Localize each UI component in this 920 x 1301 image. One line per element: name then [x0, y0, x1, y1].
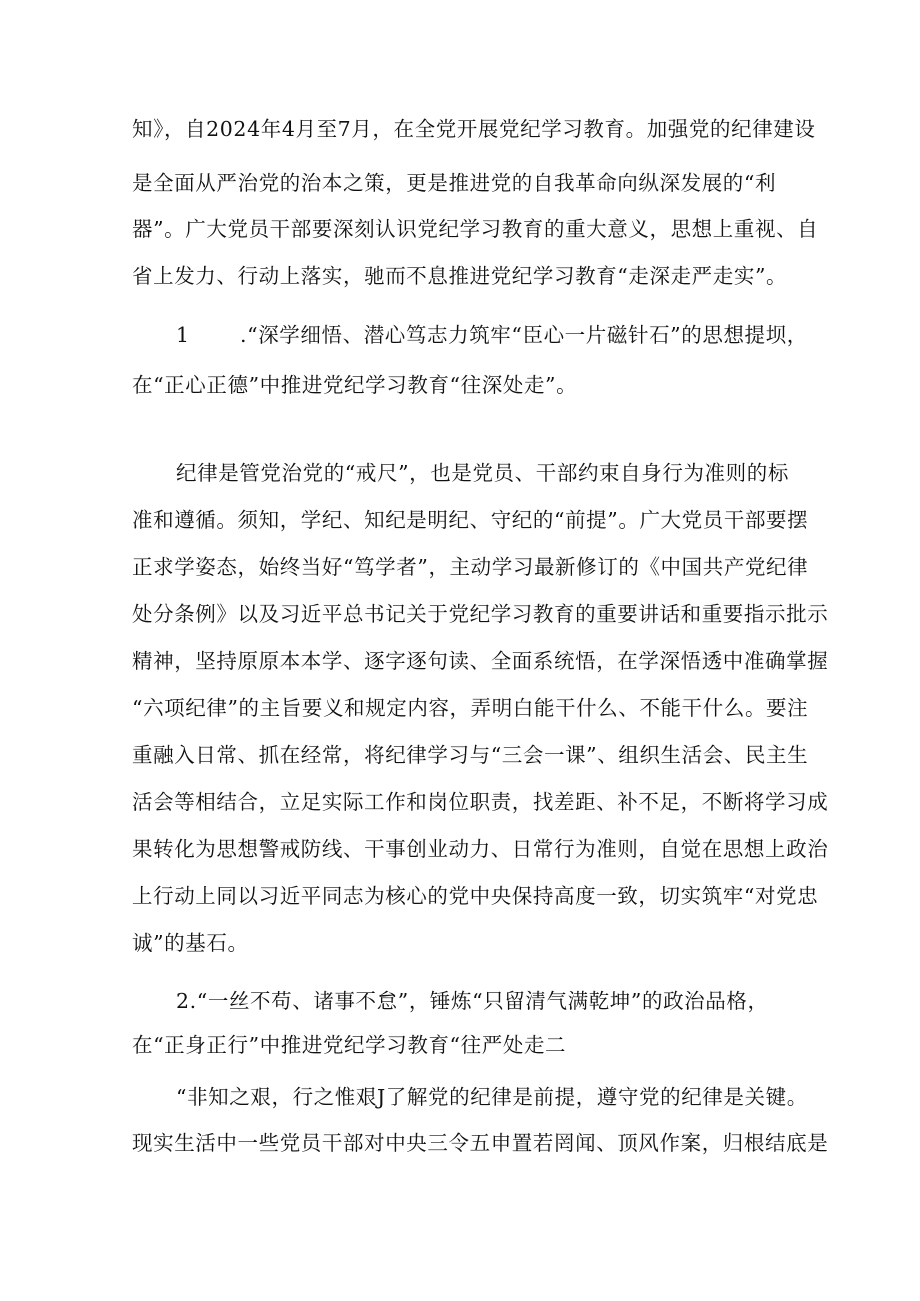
- heading-line: .“深学细悟、潜心笃志力筑牢“臣心一片磁针石”的思想提坝，: [240, 323, 808, 347]
- body-line: 果转化为思想警戒防线、干事创业动力、日常行为准则，自觉在思想上政治: [132, 837, 829, 861]
- body-line: 是全面从严治党的治本之策，更是推进党的自我革命向纵深发展的“利: [132, 171, 777, 195]
- body-line: 知》，自2024年4月至7月，在全党开展党纪学习教育。加强党的纪律建设: [132, 117, 816, 141]
- body-line: 重融入日常、抓在经常，将纪律学习与“三会一课”、组织生活会、民主生: [132, 743, 809, 767]
- heading-line: 在“正身正行”中推进党纪学习教育“往严处走二: [132, 1033, 567, 1057]
- body-line: 器”。广大党员干部要深刻认识党纪学习教育的重大意义，思想上重视、自: [132, 217, 819, 241]
- heading-line: 2.“一丝不苟、诸事不怠”，锤炼“只留清气满乾坤”的政治品格，: [176, 989, 769, 1013]
- body-line: 上行动上同以习近平同志为核心的党中央保持高度一致，切实筑牢“对党忠: [132, 884, 819, 908]
- body-line: 诚”的基石。: [132, 931, 249, 955]
- body-line: 精神，坚持原原本本学、逐字逐句读、全面系统悟，在学深悟透中准确掌握: [132, 649, 829, 673]
- body-line: 准和遵循。须知，学纪、知纪是明纪、守纪的“前提”。广大党员干部要摆: [132, 508, 809, 532]
- body-line: “六项纪律”的主旨要义和规定内容，弄明白能干什么、不能干什么。要注: [132, 696, 809, 720]
- body-line: 正求学姿态，始终当好“笃学者”，主动学习最新修订的《中国共产党纪律: [132, 555, 809, 579]
- heading-line: 在“正心正德”中推进党纪学习教育“往深处走”。: [132, 373, 578, 397]
- body-line: 活会等相结合，立足实际工作和岗位职责，找差距、补不足，不断将学习成: [132, 790, 829, 814]
- heading-number: 1: [176, 323, 190, 347]
- body-line: 现实生活中一些党员干部对中央三令五申置若罔闻、顶风作案，归根结底是: [132, 1131, 829, 1155]
- body-line: 处分条例》以及习近平总书记关于党纪学习教育的重要讲话和重要指示批示: [132, 602, 829, 626]
- body-line: “非知之艰，行之惟艰J了解党的纪律是前提，遵守党的纪律是关键。: [176, 1085, 808, 1109]
- body-line: 省上发力、行动上落实，驰而不息推进党纪学习教育“走深走严走实”。: [132, 264, 788, 288]
- body-line: 纪律是管党治党的“戒尺”，也是党员、干部约束自身行为准则的标: [176, 461, 789, 485]
